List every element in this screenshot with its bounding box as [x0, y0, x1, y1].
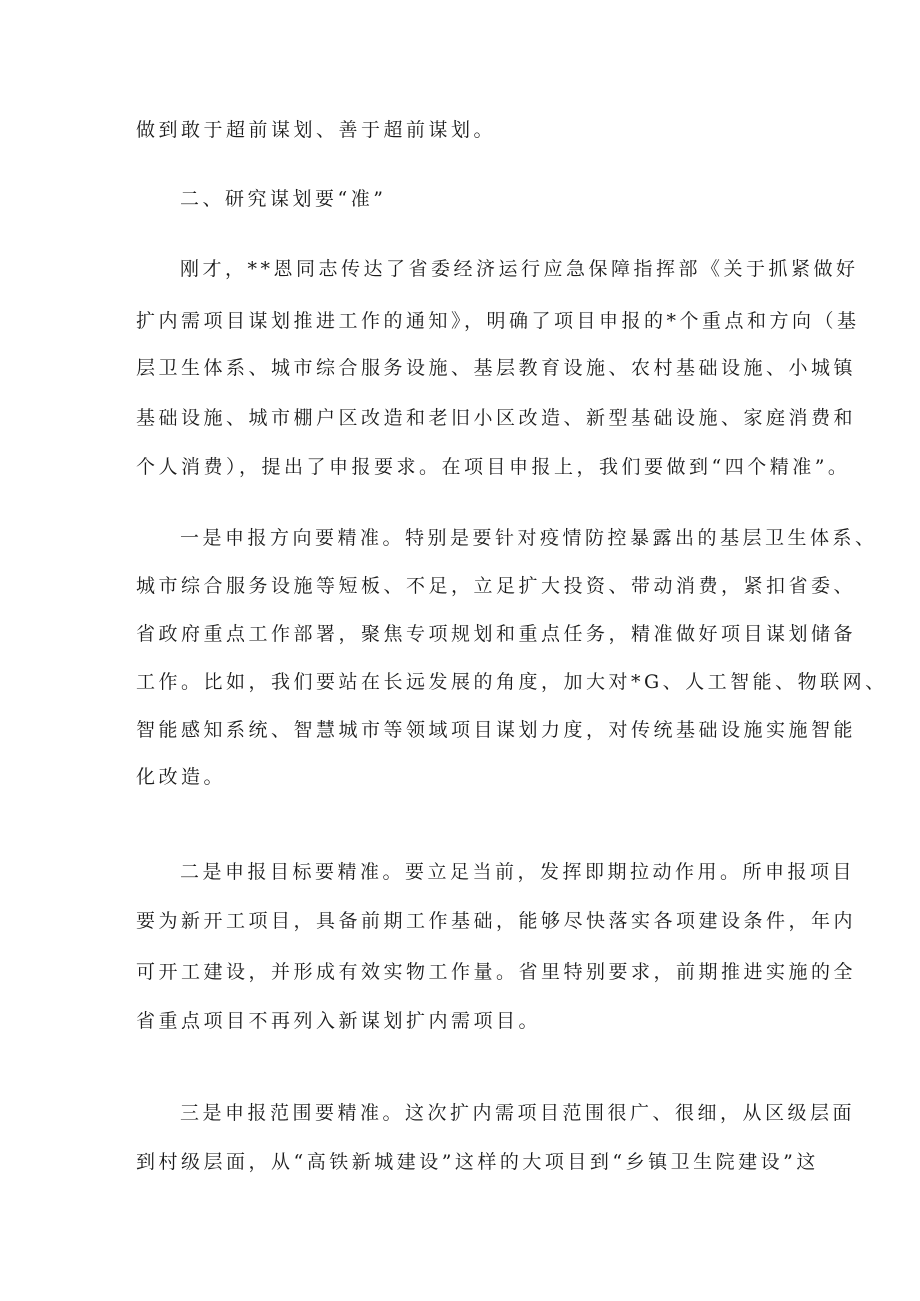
- paragraph-line: 可开工建设，并形成有效实物工作量。省里特别要求，前期推进实施的全: [136, 961, 857, 983]
- paragraph-line: 个人消费），提出了申报要求。在项目申报上，我们要做到“四个精准”。: [136, 456, 851, 478]
- paragraph-line: 要为新开工项目，具备前期工作基础，能够尽快落实各项建设条件，年内: [136, 910, 857, 932]
- paragraph-line: 二是申报目标要精准。要立足当前，发挥即期拉动作用。所申报项目: [180, 861, 856, 883]
- paragraph-line: 工作。比如，我们要站在长远发展的角度，加大对*G、人工智能、物联网、: [136, 671, 888, 693]
- paragraph-line: 城市综合服务设施等短板、不足，立足扩大投资、带动消费，紧扣省委、: [136, 575, 857, 597]
- paragraph-line: 刚才，**恩同志传达了省委经济运行应急保障指挥部《关于抓紧做好: [180, 258, 859, 280]
- paragraph-line: 三是申报范围要精准。这次扩内需项目范围很广、很细，从区级层面: [180, 1102, 856, 1124]
- paragraph-line: 到村级层面，从“高铁新城建设”这样的大项目到“乡镇卫生院建设”这: [136, 1151, 819, 1173]
- paragraph-line: 化改造。: [136, 766, 227, 788]
- paragraph-line: 做到敢于超前谋划、善于超前谋划。: [136, 119, 497, 141]
- paragraph-line: 基础设施、城市棚户区改造和老旧小区改造、新型基础设施、家庭消费和: [136, 407, 857, 429]
- paragraph-line: 扩内需项目谋划推进工作的通知》，明确了项目申报的*个重点和方向（基: [136, 310, 860, 332]
- paragraph-line: 一是申报方向要精准。特别是要针对疫情防控暴露出的基层卫生体系、: [180, 527, 878, 549]
- paragraph-line: 智能感知系统、智慧城市等领域项目谋划力度，对传统基础设施实施智能: [136, 719, 857, 741]
- paragraph-line: 省重点项目不再列入新谋划扩内需项目。: [136, 1010, 542, 1032]
- paragraph-line: 省政府重点工作部署，聚焦专项规划和重点任务，精准做好项目谋划储备: [136, 623, 857, 645]
- paragraph-line: 层卫生体系、城市综合服务设施、基层教育设施、农村基础设施、小城镇: [136, 357, 857, 379]
- section-heading: 二、研究谋划要“准”: [180, 188, 387, 210]
